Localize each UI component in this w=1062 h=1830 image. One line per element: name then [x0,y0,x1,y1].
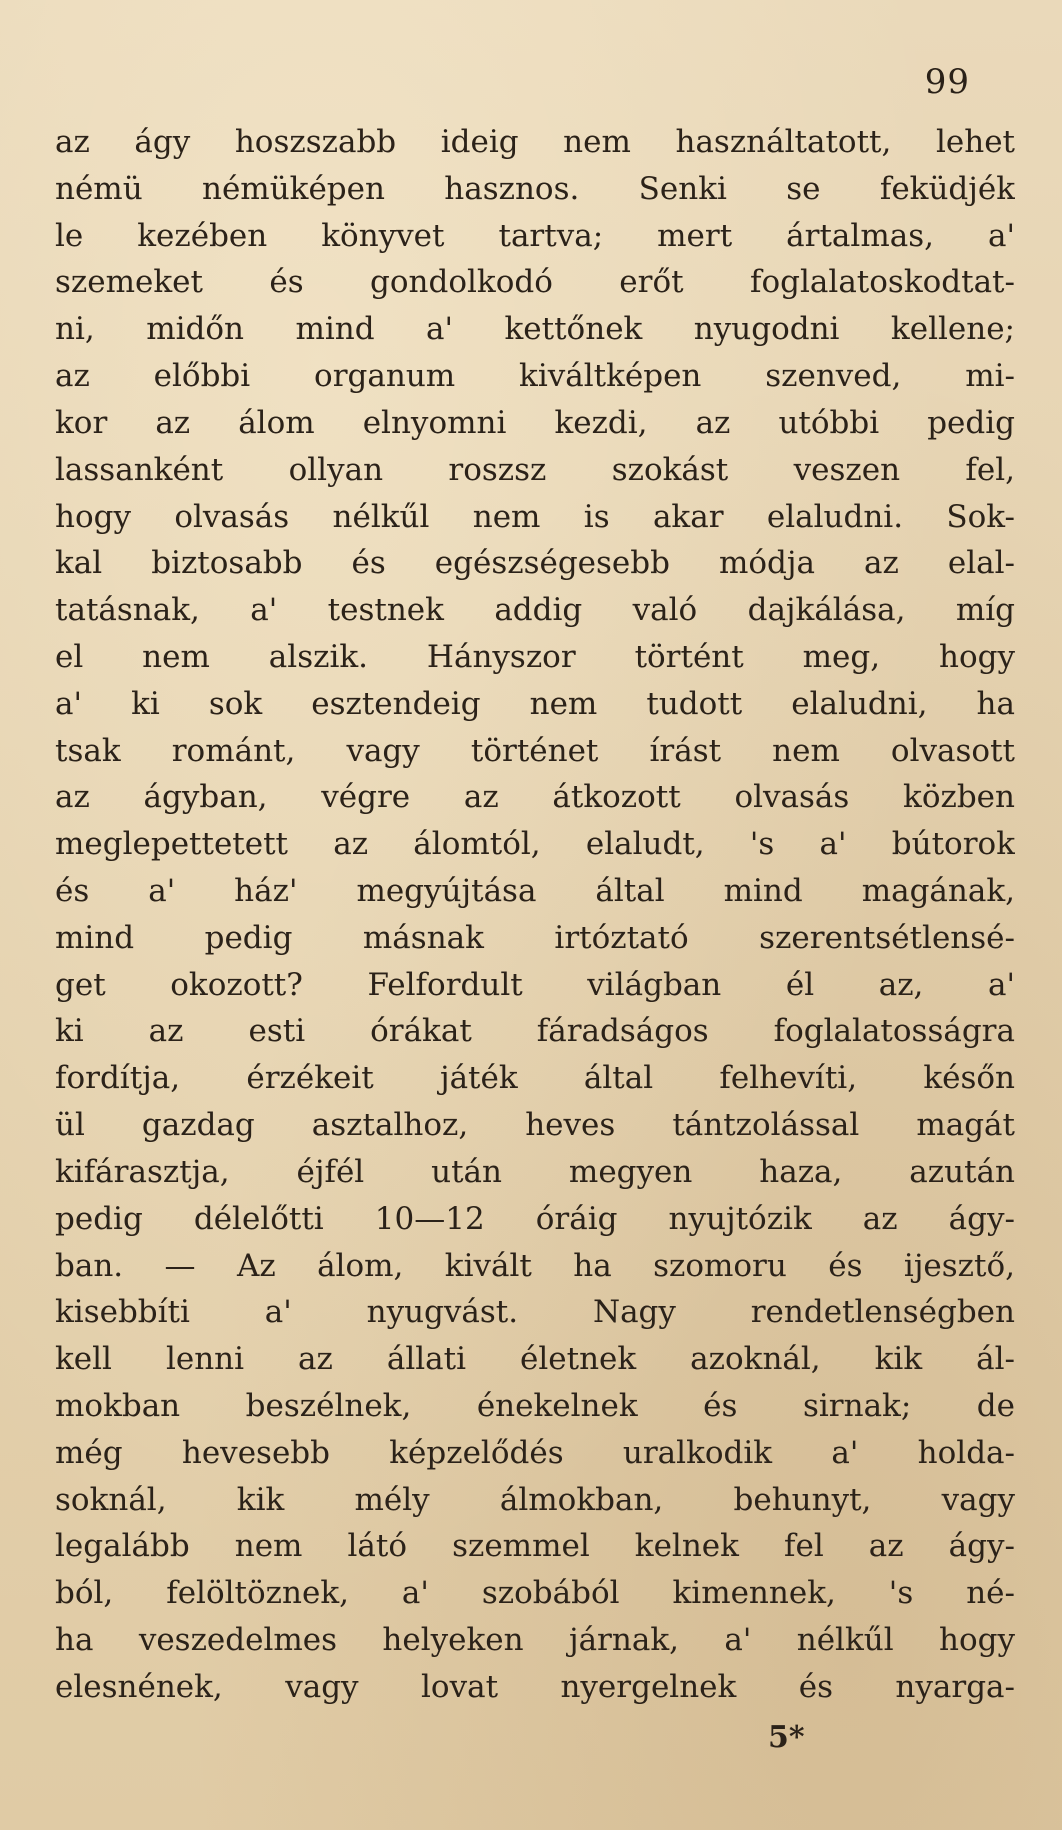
text-line: ból, felöltöznek, a' szobából kimennek, 's né- [55,1575,1015,1612]
text-line: elesnének, vagy lovat nyergelnek és nyarga- [55,1668,1015,1705]
text-line: get okozott? Felfordult világban él az, a' [55,966,1015,1003]
text-line: még hevesebb képzelődés uralkodik a' holda- [55,1434,1015,1471]
text-line: kell lenni az állati életnek azoknál, kik ál- [55,1341,1015,1378]
text-line: és a' ház' megyújtása által mind magának, [55,873,1015,909]
text-line: az előbbi organum kiváltképen szenved, mi- [55,358,1015,395]
text-line: fordítja, érzékeit játék által felhevíti, későn [55,1060,1015,1097]
text-line: az ágyban, végre az átkozott olvasás közben [55,779,1015,816]
text-line: ha veszedelmes helyeken járnak, a' nélkűl hogy [55,1622,1015,1658]
text-line: némü némüképen hasznos. Senki se feküdjék [55,170,1015,207]
page-number: 99 [924,62,970,102]
text-line: tatásnak, a' testnek addig való dajkálása, míg [55,592,1015,629]
text-line: kor az álom elnyomni kezdi, az utóbbi pedig [55,404,1015,441]
text-line: soknál, kik mély álmokban, behunyt, vagy [55,1481,1015,1518]
text-line: ban. — Az álom, kivált ha szomoru és ijesztő, [55,1247,1015,1284]
text-line: szemeket és gondolkodó erőt foglalatoskodtat- [55,264,1015,301]
text-line: az ágy hoszszabb ideig nem használtatott, lehet [55,124,1015,160]
text-line: pedig délelőtti 10—12 óráig nyujtózik az ágy- [55,1200,1015,1237]
text-line: a' ki sok esztendeig nem tudott elaludni, ha [55,685,1015,722]
text-line: kal biztosabb és egészségesebb módja az elal- [55,545,1015,582]
text-line: mokban beszélnek, énekelnek és sirnak; de [55,1387,1015,1424]
text-line: hogy olvasás nélkűl nem is akar elaludni. Sok- [55,498,1015,535]
text-line: lassanként ollyan roszsz szokást veszen fel, [55,451,1015,488]
text-line: meglepettetett az álomtól, elaludt, 's a' bútorok [55,826,1015,863]
text-line: le kezében könyvet tartva; mert ártalmas, a' [55,217,1015,254]
text-line: ni, midőn mind a' kettőnek nyugodni kellene; [55,311,1015,348]
text-line: ül gazdag asztalhoz, heves tántzolással magát [55,1107,1015,1144]
signature-mark: 5* [768,1720,805,1755]
text-line: tsak románt, vagy történet írást nem olvasott [55,732,1015,769]
text-line: legalább nem látó szemmel kelnek fel az ágy- [55,1528,1015,1565]
text-line: mind pedig másnak irtóztató szerentsétlensé- [55,919,1015,956]
text-line: kisebbíti a' nyugvást. Nagy rendetlenségben [55,1294,1015,1331]
text-line: kifárasztja, éjfél után megyen haza, azután [55,1153,1015,1190]
body-text [55,122,1015,1707]
text-line: ki az esti órákat fáradságos foglalatosságra [55,1013,1015,1050]
text-line: el nem alszik. Hányszor történt meg, hogy [55,638,1015,675]
